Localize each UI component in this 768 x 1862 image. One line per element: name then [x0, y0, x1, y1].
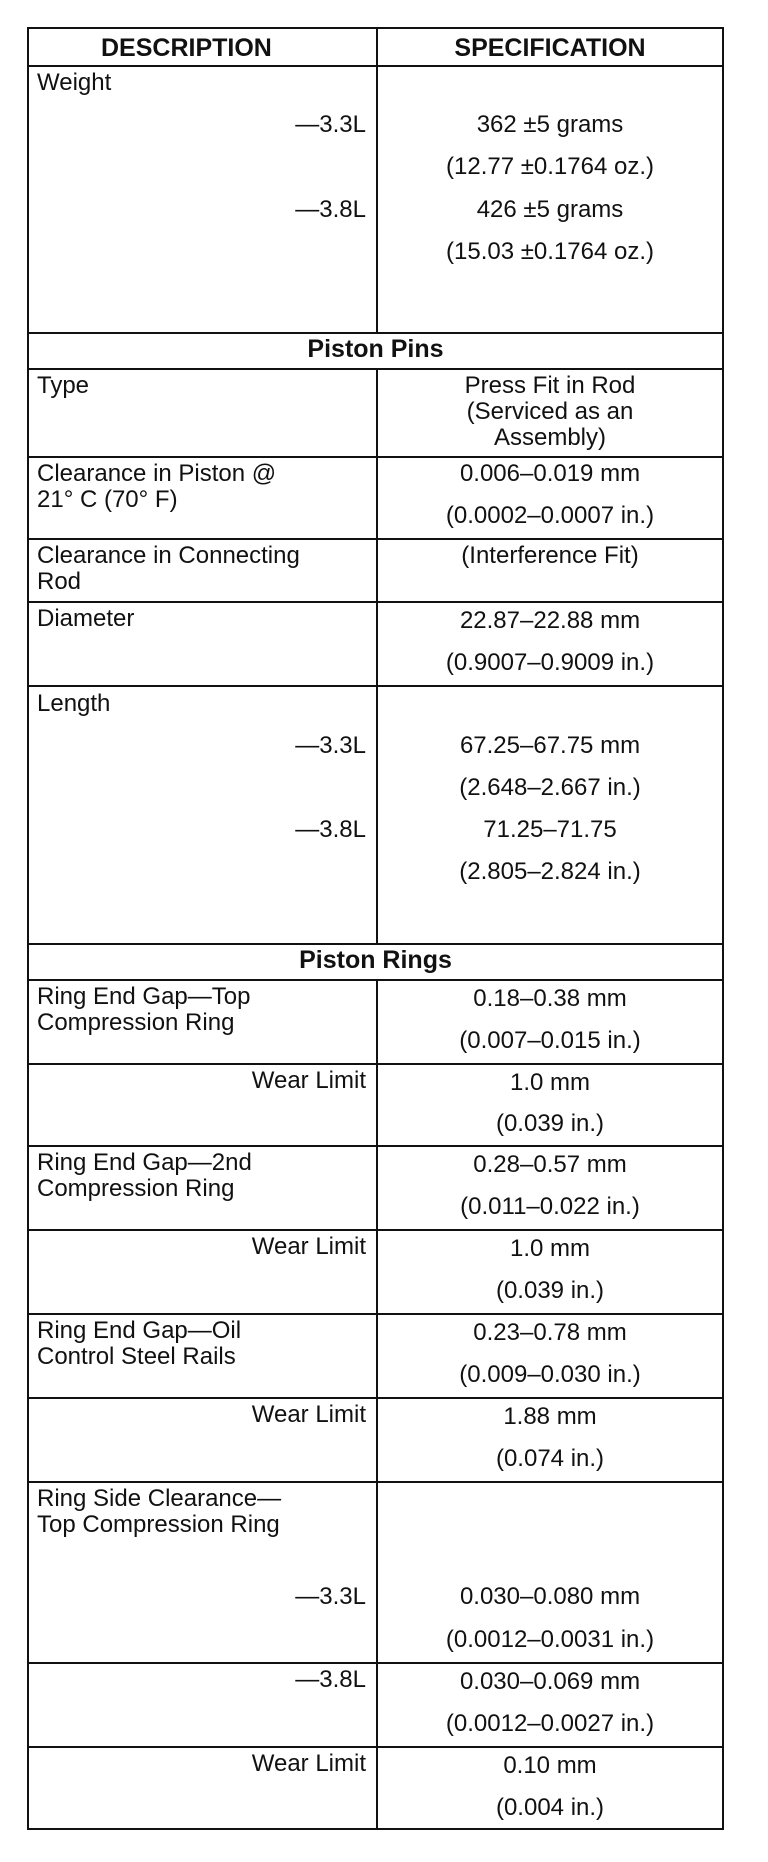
side-clearance-38-label: —3.8L [295, 1666, 366, 1693]
side-clearance-38-spec: 0.030–0.069 mm [459, 1668, 641, 1695]
clearance-rod-spec: (Interference Fit) [461, 542, 639, 569]
row-divider [29, 979, 722, 981]
oil-gap-label: Control Steel Rails [37, 1343, 236, 1370]
pin-type-spec: (Serviced as an [466, 398, 634, 425]
side-clearance-wear-spec: (0.004 in.) [495, 1794, 605, 1821]
second-gap-label: Compression Ring [37, 1175, 235, 1202]
length-38-spec: (2.805–2.824 in.) [459, 858, 641, 885]
side-clearance-label: Top Compression Ring [37, 1511, 280, 1538]
length-label: Length [37, 690, 111, 717]
oil-gap-label: Ring End Gap—Oil [37, 1317, 242, 1344]
row-divider [29, 1313, 722, 1315]
row-divider [29, 685, 722, 687]
pin-type-spec: Press Fit in Rod [464, 372, 636, 399]
length-33-spec: 67.25–67.75 mm [459, 732, 641, 759]
clearance-piston-label: Clearance in Piston @ [37, 460, 277, 487]
row-divider [29, 1662, 722, 1664]
side-clearance-wear-spec: 0.10 mm [503, 1752, 597, 1779]
weight-label: Weight [37, 69, 112, 96]
oil-wear-spec: (0.074 in.) [495, 1445, 605, 1472]
row-divider [29, 368, 722, 370]
clearance-rod-label: Rod [37, 568, 82, 595]
oil-gap-spec: 0.23–0.78 mm [473, 1319, 627, 1346]
side-clearance-33-spec: (0.0012–0.0031 in.) [445, 1626, 655, 1653]
diameter-spec: (0.9007–0.9009 in.) [445, 649, 655, 676]
length-33-spec: (2.648–2.667 in.) [459, 774, 641, 801]
side-clearance-33-label: —3.3L [295, 1583, 366, 1610]
length-38-spec: 71.25–71.75 [483, 816, 617, 843]
row-divider [29, 1481, 722, 1483]
second-wear-label: Wear Limit [251, 1233, 366, 1260]
weight-33-label: —3.3L [295, 111, 366, 138]
row-divider [29, 538, 722, 540]
section-title-piston-rings: Piston Rings [299, 946, 452, 974]
description-header: DESCRIPTION [101, 34, 272, 62]
second-gap-spec: (0.011–0.022 in.) [460, 1193, 640, 1220]
row-divider [29, 1746, 722, 1748]
spec-table [27, 27, 724, 1830]
top-gap-spec: 0.18–0.38 mm [473, 985, 627, 1012]
row-divider [29, 456, 722, 458]
weight-38-spec-oz: (15.03 ±0.1764 oz.) [446, 238, 654, 265]
oil-gap-spec: (0.009–0.030 in.) [459, 1361, 641, 1388]
row-divider [29, 1063, 722, 1065]
weight-33-spec: 362 ±5 grams [476, 111, 624, 138]
row-divider [29, 1145, 722, 1147]
specification-header: SPECIFICATION [454, 34, 646, 62]
section-title-piston-pins: Piston Pins [307, 335, 444, 363]
clearance-piston-spec: 0.006–0.019 mm [459, 460, 641, 487]
clearance-piston-label: 21° C (70° F) [37, 486, 178, 513]
side-clearance-38-spec: (0.0012–0.0027 in.) [445, 1710, 655, 1737]
top-wear-spec: (0.039 in.) [495, 1110, 605, 1137]
side-clearance-label: Ring Side Clearance— [37, 1485, 282, 1512]
weight-38-spec: 426 ±5 grams [476, 196, 624, 223]
top-gap-label: Compression Ring [37, 1009, 235, 1036]
row-divider [29, 601, 722, 603]
column-divider [376, 29, 378, 332]
oil-wear-label: Wear Limit [251, 1401, 366, 1428]
row-divider [29, 65, 722, 67]
clearance-piston-spec: (0.0002–0.0007 in.) [445, 502, 655, 529]
pin-type-spec: Assembly) [493, 424, 607, 451]
top-wear-label: Wear Limit [251, 1067, 366, 1094]
second-gap-spec: 0.28–0.57 mm [473, 1151, 627, 1178]
weight-33-spec-oz: (12.77 ±0.1764 oz.) [446, 153, 654, 180]
top-gap-label: Ring End Gap—Top [37, 983, 251, 1010]
row-divider [29, 943, 722, 945]
second-wear-spec: (0.039 in.) [495, 1277, 605, 1304]
row-divider [29, 1229, 722, 1231]
top-gap-spec: (0.007–0.015 in.) [459, 1027, 641, 1054]
row-divider [29, 332, 722, 334]
length-38-label: —3.8L [295, 816, 366, 843]
second-gap-label: Ring End Gap—2nd [37, 1149, 252, 1176]
row-divider [29, 1397, 722, 1399]
side-clearance-wear-label: Wear Limit [251, 1750, 366, 1777]
side-clearance-33-spec: 0.030–0.080 mm [459, 1583, 641, 1610]
diameter-spec: 22.87–22.88 mm [459, 607, 641, 634]
second-wear-spec: 1.0 mm [509, 1235, 590, 1262]
oil-wear-spec: 1.88 mm [503, 1403, 597, 1430]
diameter-label: Diameter [37, 605, 135, 632]
clearance-rod-label: Clearance in Connecting [37, 542, 300, 569]
pin-type-label: Type [37, 372, 90, 399]
length-33-label: —3.3L [295, 732, 366, 759]
top-wear-spec: 1.0 mm [509, 1069, 590, 1096]
weight-38-label: —3.8L [295, 196, 366, 223]
